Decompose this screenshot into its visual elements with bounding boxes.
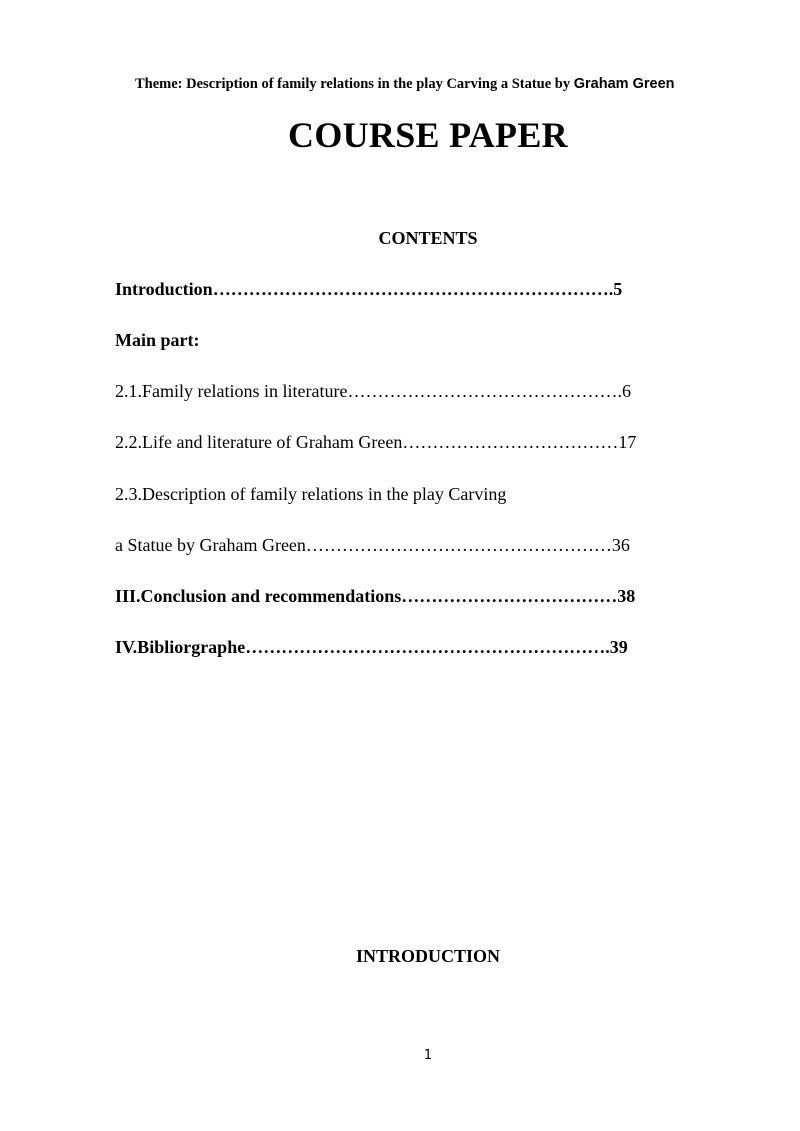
toc-entry-main-part: Main part: xyxy=(115,330,200,350)
toc-entry-family-relations: 2.1.Family relations in literature……………………………………….6 xyxy=(115,381,631,401)
toc-entry-bibliography: IV.Bibliorgraphe…………………………………………………….39 xyxy=(115,637,628,657)
toc-entry-description-line2: a Statue by Graham Green……………………………………………36 xyxy=(115,535,630,555)
page-title: COURSE PAPER xyxy=(288,115,568,155)
theme-label: Theme: xyxy=(135,76,183,92)
theme-line xyxy=(135,76,675,93)
introduction-heading: INTRODUCTION xyxy=(355,946,501,966)
theme-author: Graham Green xyxy=(573,76,675,92)
theme-description: Description of family relations in the play Carving a Statue by xyxy=(186,76,571,92)
toc-entry-life-and-literature: 2.2.Life and literature of Graham Green………………………………17 xyxy=(115,432,637,452)
toc-entry-introduction: Introduction………………………………………………………….5 xyxy=(115,279,623,299)
toc-entry-conclusion: III.Conclusion and recommendations………………………………38 xyxy=(115,586,636,606)
toc-entry-description-line1: 2.3.Description of family relations in the play Carving xyxy=(115,484,507,504)
page-number: 1 xyxy=(423,1048,433,1063)
contents-heading: CONTENTS xyxy=(378,228,478,248)
theme-text xyxy=(186,76,674,92)
